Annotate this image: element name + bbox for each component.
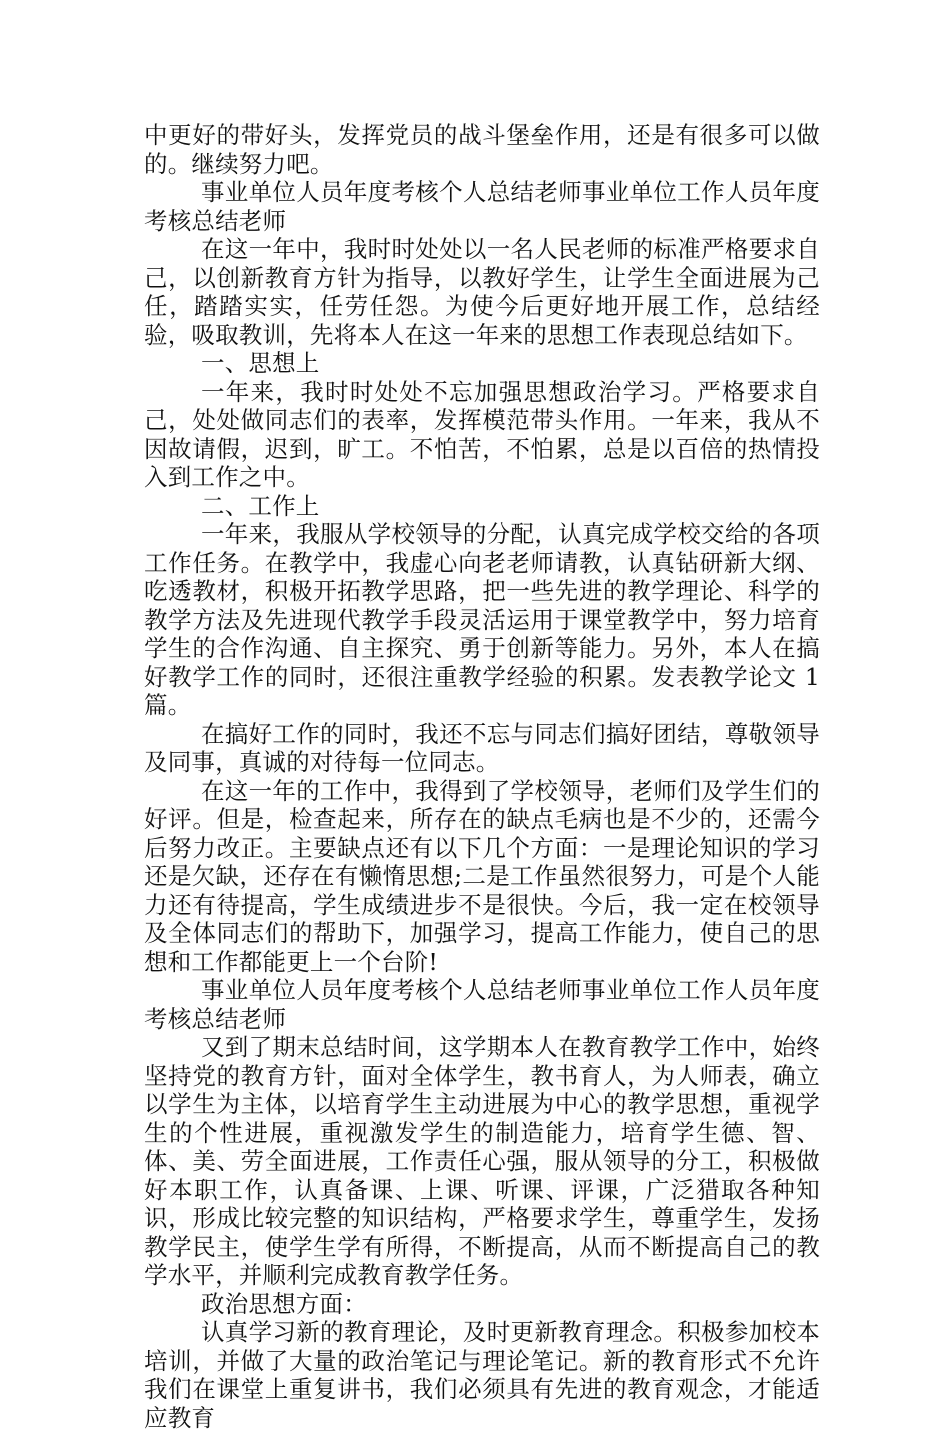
paragraph: 认真学习新的教育理论，及时更新教育理念。积极参加校本培训，并做了大量的政治笔记与理论笔记。新的教育形式不允许我们在课堂上重复讲书，我们必须具有先进的教育观念，才能适应教育 bbox=[144, 1318, 820, 1432]
paragraph: 又到了期末总结时间，这学期本人在教育教学工作中，始终坚持党的教育方针，面对全体学生，教书育人，为人师表，确立以学生为主体，以培育学生主动进展为中心的教学思想，重视学生的个性进展，重视激发学生的制造能力，培育学生德、智、体、美、劳全面进展，工作责任心强，服从领导的分工，积极做好本职工作，认真备课、上课、听课、评课，广泛猎取各种知识，形成比较完整的知识结构，严格要求学生，尊重学生，发扬教学民主，使学生学有所得，不断提高，从而不断提高自己的教学水平，并顺利完成教育教学任务。 bbox=[144, 1033, 820, 1289]
subheading: 政治思想方面： bbox=[201, 1289, 367, 1318]
subheading: 二、工作上 bbox=[201, 491, 320, 520]
paragraph: 在搞好工作的同时，我还不忘与同志们搞好团结，尊敬领导及同事，真诚的对待每一位同志。 bbox=[144, 719, 820, 776]
paragraph: 一年来，我服从学校领导的分配，认真完成学校交给的各项工作任务。在教学中，我虚心向老老师请教，认真钻研新大纲、吃透教材，积极开拓教学思路，把一些先进的教学理论、科学的教学方法及先进现代教学手段灵活运用于课堂教学中，努力培育学生的合作沟通、自主探究、勇于创新等能力。另外，本人在搞好教学工作的同时，还很注重教学经验的积累。发表教学论文 1 篇。 bbox=[144, 520, 820, 719]
section-heading: 事业单位人员年度考核个人总结老师事业单位工作人员年度考核总结老师 bbox=[144, 178, 820, 235]
document-body bbox=[144, 121, 820, 1432]
subheading: 一、思想上 bbox=[201, 349, 320, 377]
paragraph: 中更好的带好头，发挥党员的战斗堡垒作用，还是有很多可以做的。继续努力吧。 bbox=[144, 121, 820, 178]
section-heading: 事业单位人员年度考核个人总结老师事业单位工作人员年度考核总结老师 bbox=[144, 976, 820, 1033]
paragraph: 一年来，我时时处处不忘加强思想政治学习。严格要求自己，处处做同志们的表率，发挥模范带头作用。一年来，我从不因故请假，迟到，旷工。不怕苦，不怕累，总是以百倍的热情投入到工作之中。 bbox=[144, 377, 820, 491]
paragraph: 在这一年中，我时时处处以一名人民老师的标准严格要求自己，以创新教育方针为指导，以教好学生，让学生全面进展为己任，踏踏实实，任劳任怨。为使今后更好地开展工作，总结经验，吸取教训，先将本人在这一年来的思想工作表现总结如下。 bbox=[144, 235, 820, 349]
paragraph: 在这一年的工作中，我得到了学校领导，老师们及学生们的好评。但是，检查起来，所存在的缺点毛病也是不少的，还需今后努力改正。主要缺点还有以下几个方面：一是理论知识的学习还是欠缺，还存在有懒惰思想;二是工作虽然很努力，可是个人能力还有待提高，学生成绩进步不是很快。今后，我一定在校领导及全体同志们的帮助下，加强学习，提高工作能力，使自己的思想和工作都能更上一个台阶! bbox=[144, 776, 820, 976]
